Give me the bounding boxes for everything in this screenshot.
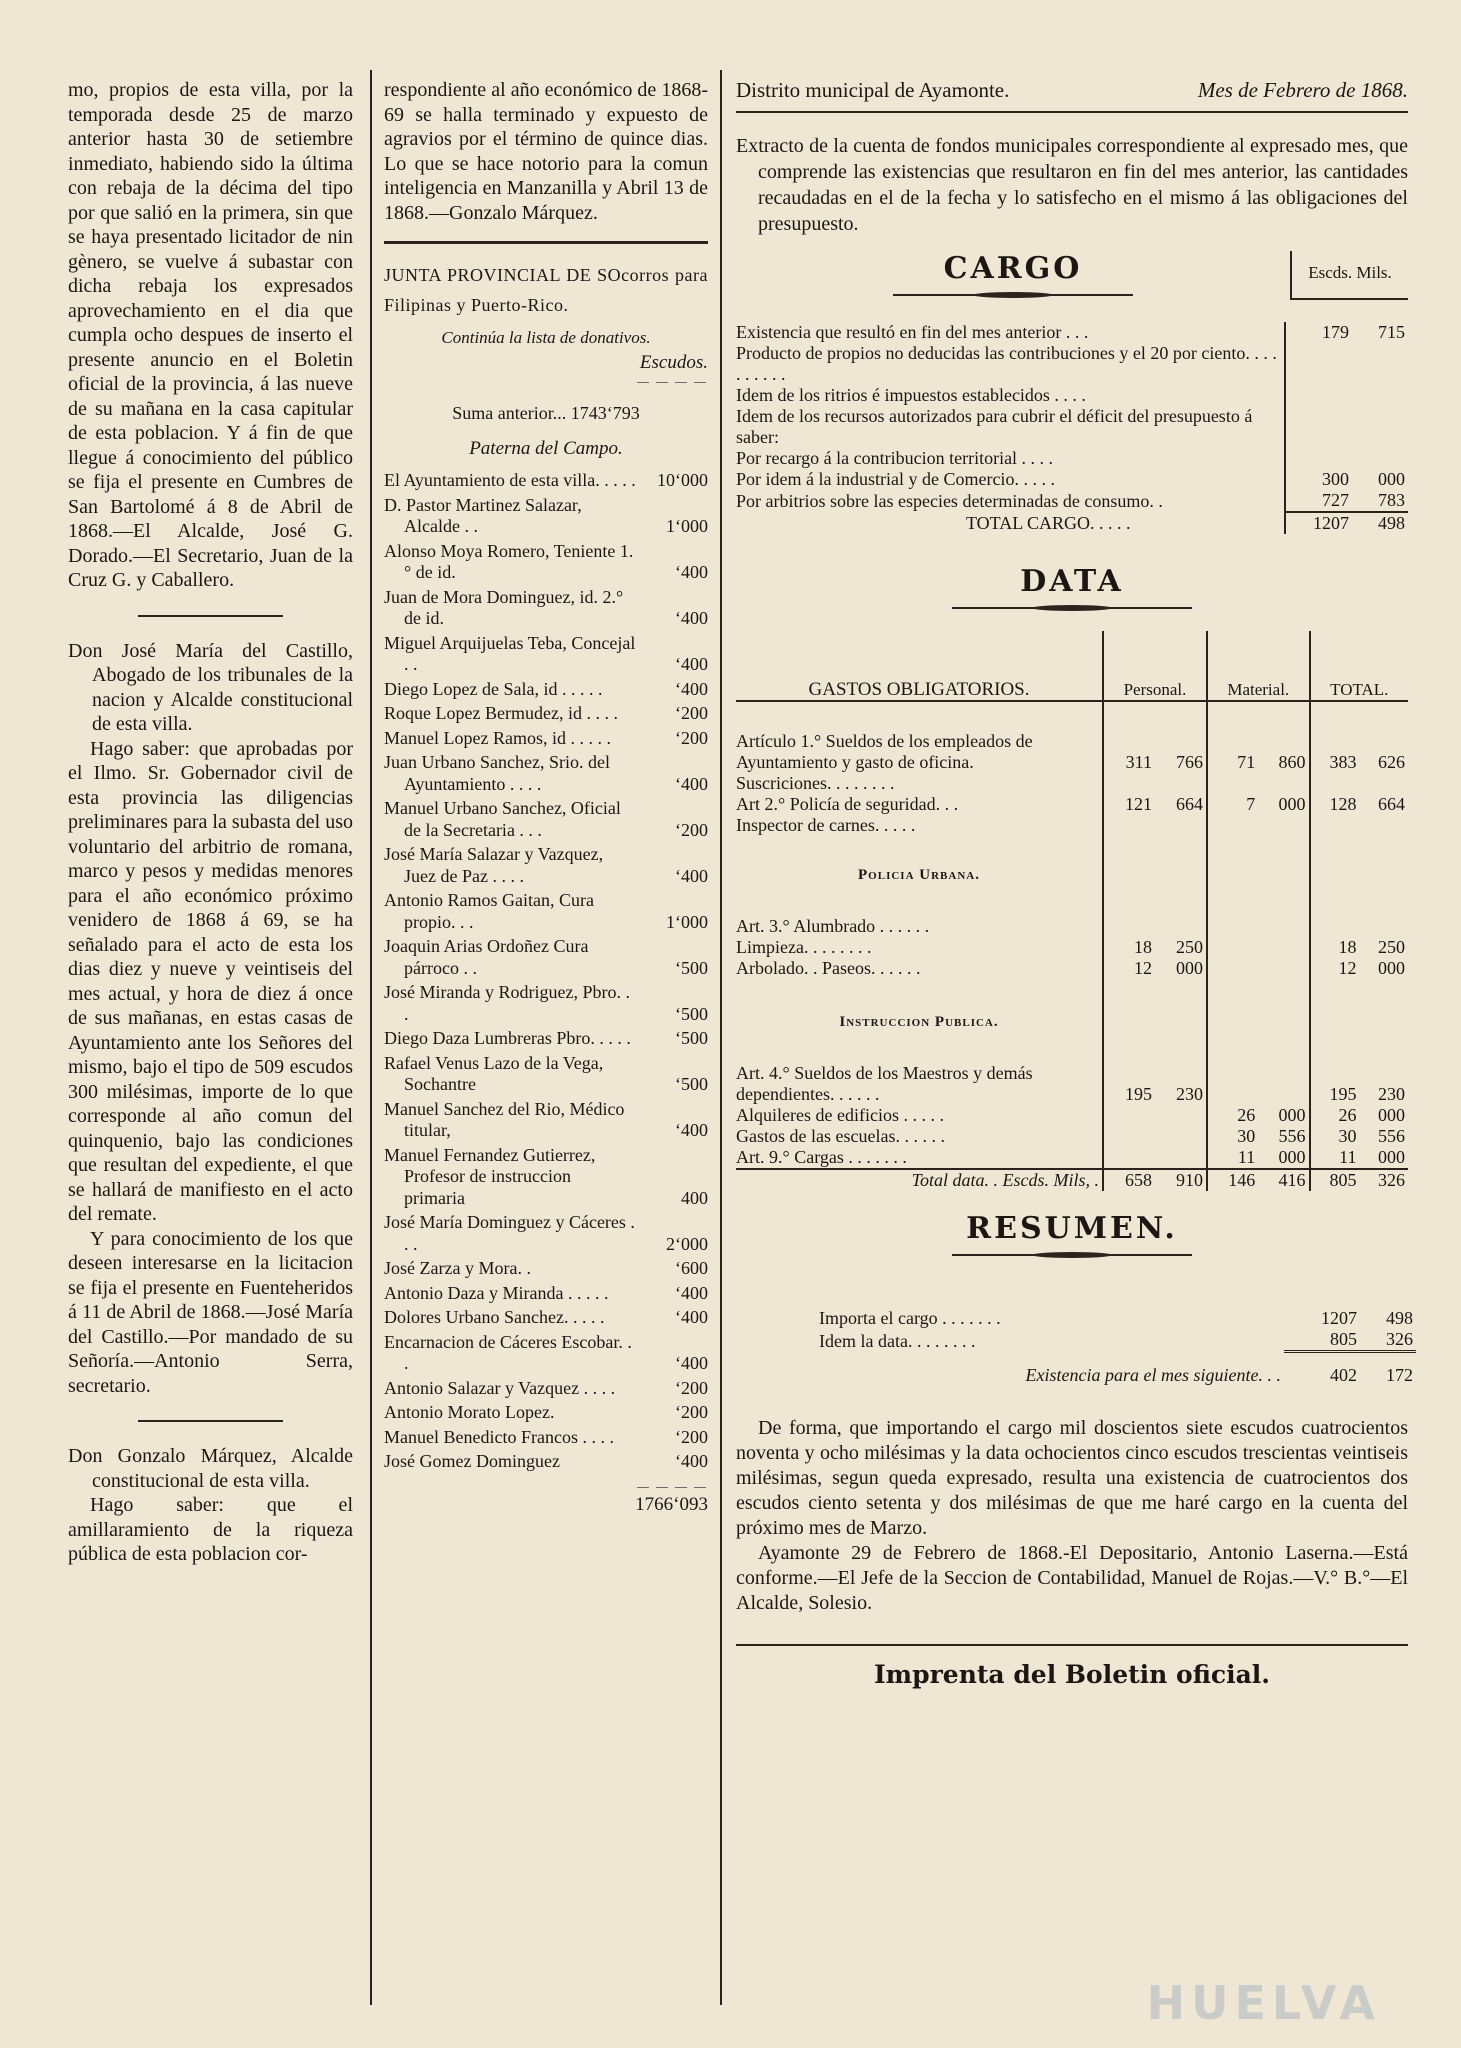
expense-pe — [1103, 1147, 1155, 1169]
donor-name: José María Salazar y Vazquez, Juez de Paz . . . . — [384, 844, 604, 886]
donor-name: D. Pastor Martinez Salazar, Alcalde . . — [384, 494, 582, 536]
donor-name: Antonio Morato Lopez. — [384, 1402, 555, 1422]
expense-row — [736, 1063, 1408, 1105]
expense-te: 11 — [1310, 1147, 1360, 1169]
expense-te: 383 — [1310, 731, 1360, 773]
cargo-escudos: 300 — [1285, 469, 1352, 490]
expense-pe — [1103, 773, 1155, 794]
cargo-row — [736, 343, 1408, 385]
cargo-label: Por recargo á la contribucion territorial . . . . — [736, 448, 1054, 468]
resumen-label: Idem la data. . . . . . . . — [819, 1330, 976, 1351]
signature-text: Ayamonte 29 de Febrero de 1868.-El Depositario, Antonio Laserna.—Está conforme.—El Jefe de la Seccion de Contabilidad, Manuel de Rojas.—V.° B.°—El Alcalde, Solesio. — [736, 1542, 1408, 1614]
expense-tm: 230 — [1378, 1084, 1405, 1104]
expense-pm — [1155, 1105, 1207, 1126]
donor-name: Rafael Venus Lazo de la Vega, Sochantre — [384, 1052, 604, 1094]
donor-name: Miguel Arquijuelas Teba, Concejal . . — [384, 632, 636, 674]
total-data-te: 805 — [1310, 1169, 1360, 1191]
cargo-escudos: 179 — [1285, 322, 1352, 343]
expense-row — [736, 731, 1408, 773]
existencia-label: Existencia para el mes siguiente. . . — [1025, 1365, 1281, 1385]
donor-row — [384, 1451, 708, 1473]
donor-row — [384, 633, 708, 676]
expense-tm: 626 — [1378, 752, 1405, 772]
cargo-row — [736, 490, 1408, 512]
personal-col-header: Personal. — [1103, 631, 1207, 701]
cargo-columns-label: Escds. Mils. — [1290, 251, 1408, 300]
total-col-header: TOTAL. — [1310, 631, 1408, 701]
expense-te: 195 — [1310, 1063, 1360, 1105]
expense-label: Inspector de carnes. . . . . — [736, 815, 916, 835]
separator — [736, 1644, 1408, 1646]
expense-row — [736, 1147, 1408, 1169]
cargo-label: Por idem á la industrial y de Comercio. . . . . — [736, 469, 1055, 489]
donor-amount: ‘200 — [675, 1426, 708, 1447]
expense-tm — [1359, 815, 1408, 836]
expense-pm: 000 — [1175, 958, 1203, 978]
expense-pe: 12 — [1103, 958, 1155, 979]
expense-tm: 556 — [1378, 1126, 1405, 1146]
expense-label: Limpieza. . . . . . . . — [736, 937, 872, 957]
imprenta-footer: Imprenta del Boletin oficial. — [873, 1660, 1271, 1689]
cargo-label: Idem de los ritrios é impuestos establecidos . . . . — [736, 385, 1086, 405]
extract-intro: Extracto de la cuenta de fondos municipales correspondiente al expresado mes, que comprende las existencias que resultaron en fin del mes anterior, las cantidades recaudadas en el de la fecha y lo satisfecho en el mismo á las obligaciones del presupuesto. — [736, 135, 1408, 235]
cargo-escudos — [1285, 385, 1352, 406]
donor-row — [384, 728, 708, 750]
donor-amount: ‘400 — [675, 562, 708, 582]
resumen-row — [816, 1329, 1416, 1352]
huelva-stamp-watermark: HUELVA — [1146, 1976, 1381, 2030]
donor-name: Juan Urbano Sanchez, Srio. del Ayuntamiento . . . . — [384, 752, 610, 794]
district-name: Distrito municipal de Ayamonte. — [736, 78, 1010, 102]
total-data-tm: 326 — [1359, 1169, 1408, 1191]
cargo-escudos — [1285, 343, 1352, 385]
donor-amount: 10‘000 — [657, 470, 708, 490]
donor-amount: ‘600 — [675, 1258, 708, 1278]
separator — [138, 615, 283, 617]
donor-name: José Miranda y Rodriguez, Pbro. . . — [384, 982, 630, 1024]
cargo-total-escudos: 1207 — [1285, 512, 1352, 534]
expense-pm — [1155, 815, 1207, 836]
cargo-row — [736, 448, 1408, 469]
cargo-title: CARGO — [943, 251, 1083, 286]
existencia-mils: 172 — [1360, 1352, 1416, 1387]
donor-amount: ‘400 — [675, 773, 708, 794]
expense-me — [1207, 916, 1258, 937]
cargo-escudos: 727 — [1285, 490, 1352, 512]
donor-amount: ‘500 — [675, 1003, 708, 1024]
donor-amount: ‘400 — [675, 1120, 708, 1140]
cargo-label: Producto de propios no deducidas las contribuciones y el 20 por ciento. . . . . . . . . . — [736, 343, 1277, 384]
expense-pm: 230 — [1175, 1084, 1203, 1104]
donor-name: Manuel Urbano Sanchez, Oficial de la Secretaria . . . — [384, 798, 621, 840]
resumen-table — [816, 1308, 1416, 1386]
cargo-label: Existencia que resultó en fin del mes anterior . . . — [736, 322, 1089, 342]
expense-row — [736, 937, 1408, 958]
fuenteheridos-closing: Y para conocimiento de los que deseen interesarse en la licitacion se fija el presente en Fuenteheridos á 11 de Abril de 1868.—José María del Castillo.—Por mandado de su Señoría.—Antonio Serra, secretario. — [68, 1227, 353, 1397]
expense-mm: 000 — [1278, 1147, 1306, 1167]
continua-label: Continúa la lista de donativos. — [441, 328, 651, 347]
donor-name: Manuel Benedicto Francos . . . . — [384, 1426, 614, 1447]
donor-name: Juan de Mora Dominguez, id. 2.° de id. — [384, 586, 624, 628]
cargo-escudos — [1285, 448, 1352, 469]
donations-total: 1766‘093 — [635, 1493, 708, 1515]
expense-me: 7 — [1207, 794, 1258, 815]
donor-amount: ‘500 — [675, 957, 708, 978]
expense-label: Gastos de las escuelas. . . . . . — [736, 1126, 945, 1146]
manzanilla-notice-end: respondiente al año económico de 1868-69 se halla terminado y expuesto de agravios por el término de quince dias. Lo que se hace notorio para la comun inteligencia en Manzanilla y Abril 13 de 1868.—Gonzalo Márquez. — [384, 79, 708, 224]
column-1 — [68, 78, 353, 1567]
cargo-mils: 715 — [1378, 322, 1405, 342]
expense-pe: 311 — [1103, 731, 1155, 773]
donor-row — [384, 703, 708, 725]
total-data-me: 146 — [1207, 1169, 1258, 1191]
expense-label: Arbolado. . Paseos. . . . . . — [736, 958, 921, 978]
donor-amount: ‘500 — [675, 1028, 708, 1048]
resumen-escudos: 805 — [1330, 1329, 1357, 1349]
expense-me — [1207, 958, 1258, 979]
donor-name: Manuel Sanchez del Rio, Médico titular, — [384, 1098, 625, 1140]
expense-me: 11 — [1207, 1147, 1258, 1169]
junta-heading: JUNTA PROVINCIAL DE SOcorros para Filipinas y Puerto-Rico. — [384, 265, 708, 315]
cargo-mils: 000 — [1378, 469, 1405, 489]
donor-row — [384, 1427, 708, 1449]
donor-amount: 400 — [681, 1187, 708, 1208]
expense-label: Alquileres de edificios . . . . . — [736, 1105, 944, 1125]
total-data-pe: 658 — [1103, 1169, 1155, 1191]
donor-row — [384, 844, 708, 887]
data-table — [736, 631, 1408, 1191]
cargo-row — [736, 385, 1408, 406]
donor-name: Roque Lopez Bermudez, id . . . . — [384, 703, 618, 723]
expense-pm — [1155, 916, 1207, 937]
expense-row — [736, 815, 1408, 836]
expense-pm — [1155, 1126, 1207, 1147]
cargo-total-label: TOTAL CARGO. . . . . — [966, 513, 1131, 533]
donor-row — [384, 1307, 708, 1329]
expense-label: Art 2.° Policía de seguridad. . . — [736, 794, 959, 814]
expense-me — [1207, 1063, 1258, 1105]
donor-name: Antonio Salazar y Vazquez . . . . — [384, 1377, 616, 1398]
expense-mm — [1258, 773, 1309, 794]
ornament-rule — [893, 290, 1133, 300]
expense-me: 30 — [1207, 1126, 1258, 1147]
cargo-mils: 783 — [1378, 490, 1405, 510]
expense-label: Artículo 1.° Sueldos de los empleados de Ayuntamiento y gasto de oficina. — [736, 731, 1033, 772]
suma-anterior: Suma anterior... 1743‘793 — [452, 403, 640, 423]
expense-pe: 18 — [1103, 937, 1155, 958]
donor-amount: 2‘000 — [666, 1233, 708, 1254]
expense-te: 30 — [1310, 1126, 1360, 1147]
resumen-escudos: 1207 — [1321, 1308, 1357, 1328]
expense-mm: 000 — [1278, 794, 1306, 814]
column-3 — [736, 78, 1413, 1689]
expense-pe — [1103, 916, 1155, 937]
expense-label: Art. 3.° Alumbrado . . . . . . — [736, 916, 930, 936]
cargo-table — [736, 322, 1408, 534]
expense-row — [736, 1105, 1408, 1126]
resumen-mils: 326 — [1386, 1329, 1413, 1349]
expense-pm: 664 — [1175, 794, 1203, 814]
expense-tm: 000 — [1378, 1147, 1405, 1167]
expense-te — [1310, 773, 1360, 794]
donor-row — [384, 1402, 708, 1424]
resumen-row — [816, 1308, 1416, 1329]
expense-me: 26 — [1207, 1105, 1258, 1126]
donor-row — [384, 982, 708, 1025]
donor-row — [384, 541, 708, 584]
column-rule-1 — [370, 70, 372, 2005]
donor-row — [384, 890, 708, 933]
expense-mm: 860 — [1278, 752, 1306, 772]
donor-name: Antonio Ramos Gaitan, Cura propio. . . — [384, 890, 594, 932]
expense-tm — [1359, 916, 1408, 937]
donor-row — [384, 936, 708, 979]
separator — [138, 1420, 283, 1422]
cargo-label: Por arbitrios sobre las especies determinadas de consumo. . — [736, 491, 1163, 511]
donor-row — [384, 1258, 708, 1280]
data-title: DATA — [1020, 564, 1124, 599]
expense-te: 18 — [1310, 937, 1360, 958]
rule-dashes: — — — — — [637, 1478, 708, 1493]
donor-row — [384, 1332, 708, 1375]
resumen-mils: 498 — [1386, 1308, 1413, 1328]
donor-name: Alonso Moya Romero, Teniente 1.° de id. — [384, 540, 634, 582]
fuenteheridos-notice: Hago saber: que aprobadas por el Ilmo. Sr. Gobernador civil de esta provincia las diligencias preliminares para la subasta del uso voluntario del arbitrio de romana, marco y pesos y medidas menores para el año económico próximo venidero de 1868 á 69, se ha señalado para el acto de esta los dias diez y nueve y veintiseis del mes actual, y hora de diez á once de sus mañanas, en estas casas de Ayuntamiento ante los Señores del mismo, bajo el tipo de 509 escudos 300 milésimas, importe de lo que corresponde al año comun del quinquenio, bajo las condiciones que resultan del expediente, el que se hallará de manifiesto en el acto del remate. — [68, 737, 353, 1225]
donor-row — [384, 679, 708, 701]
donor-name: Dolores Urbano Sanchez. . . . . — [384, 1307, 605, 1327]
cargo-header — [736, 251, 1408, 300]
cargo-total-mils: 498 — [1352, 512, 1408, 534]
expense-te: 26 — [1310, 1105, 1360, 1126]
rule-dashes: — — — — — [637, 374, 708, 388]
cargo-label: Idem de los recursos autorizados para cubrir el déficit del presupuesto á saber: — [736, 406, 1253, 447]
expense-me — [1207, 937, 1258, 958]
cargo-escudos — [1285, 406, 1352, 448]
resumen-title: RESUMEN. — [966, 1211, 1178, 1246]
donor-amount: ‘200 — [675, 703, 708, 723]
expense-me — [1207, 815, 1258, 836]
cargo-mils — [1352, 406, 1408, 448]
material-col-header: Material. — [1207, 631, 1310, 701]
expense-mm — [1258, 958, 1309, 979]
gastos-header: GASTOS OBLIGATORIOS. — [808, 679, 1030, 700]
donor-amount: ‘400 — [675, 1353, 708, 1373]
donor-row — [384, 1212, 708, 1255]
ornament-rule — [952, 1250, 1192, 1260]
donor-row — [384, 1283, 708, 1305]
instruccion-heading: Instruccion Publica. — [839, 1014, 999, 1030]
expense-pe — [1103, 815, 1155, 836]
donor-row — [384, 587, 708, 630]
expense-tm — [1359, 773, 1408, 794]
donor-name: José Zarza y Mora. . — [384, 1258, 531, 1278]
expense-mm — [1258, 815, 1309, 836]
expense-pe — [1103, 1105, 1155, 1126]
expense-row — [736, 794, 1408, 815]
donor-name: Manuel Fernandez Gutierrez, Profesor de instruccion primaria — [384, 1144, 596, 1208]
cargo-mils — [1352, 343, 1408, 385]
expense-pm: 766 — [1175, 752, 1203, 772]
donor-row — [384, 1028, 708, 1050]
donor-name: El Ayuntamiento de esta villa. . . . . — [384, 470, 636, 490]
donor-list — [384, 470, 708, 1473]
donor-amount: ‘200 — [675, 819, 708, 840]
donor-amount: ‘200 — [675, 1402, 708, 1422]
donor-name: Diego Daza Lumbreras Pbro. . . . . — [384, 1028, 631, 1048]
donor-row — [384, 1053, 708, 1096]
marquez-heading: Don Gonzalo Márquez, Alcalde constitucional de esta villa. — [68, 1445, 353, 1492]
expense-row — [736, 916, 1408, 937]
donor-amount: 1‘000 — [666, 911, 708, 932]
expense-mm — [1258, 916, 1309, 937]
donor-amount: ‘400 — [675, 678, 708, 699]
expense-te — [1310, 815, 1360, 836]
cumbres-notice: mo, propios de esta villa, por la temporada desde 25 de marzo anterior hasta 30 de setiembre inmediato, habiendo sido la última con rebaja de la décima del tipo por que salió en la primera, sin que se haya presentado licitador de nin gènero, se vuelve á subastar con dicha rebaja los expresados aprovechamiento en el dia que cumpla ocho despues de inserto el presente anuncio en el Boletin oficial de la provincia, á las nueve de su mañana en la casa capitular de esta poblacion. Y á fin de que llegue á conocimiento del público se fija el presente en Cumbres de San Bartolomé á 8 de Abril de 1868.—El Alcalde, José G. Dorado.—El Secretario, Juan de la Cruz G. y Caballero. — [68, 79, 353, 591]
expense-te — [1310, 916, 1360, 937]
expense-tm: 000 — [1378, 1105, 1405, 1125]
donor-amount: ‘400 — [675, 608, 708, 628]
month-label: Mes de Febrero de 1868. — [1197, 78, 1408, 102]
castillo-heading: Don José María del Castillo, Abogado de los tribunales de la nacion y Alcalde constitucional de esta villa. — [68, 639, 353, 735]
donor-name: Diego Lopez de Sala, id . . . . . — [384, 678, 603, 699]
total-data-label: Total data. . Escds. Mils, . — [911, 1170, 1099, 1190]
expense-pm — [1155, 1147, 1207, 1169]
paterna-heading: Paterna del Campo. — [469, 438, 623, 459]
donor-name: Joaquin Arias Ordoñez Cura párroco . . — [384, 936, 589, 978]
cargo-mils — [1352, 385, 1408, 406]
expense-row — [736, 1126, 1408, 1147]
donor-amount: 1‘000 — [666, 516, 708, 536]
donor-row — [384, 798, 708, 841]
column-rule-2 — [720, 70, 722, 2005]
donor-row — [384, 752, 708, 795]
resumen-label: Importa el cargo . . . . . . . — [819, 1308, 1001, 1328]
donor-row — [384, 1099, 708, 1142]
donor-name: Antonio Daza y Miranda . . . . . — [384, 1282, 609, 1303]
summary-text: De forma, que importando el cargo mil doscientos siete escudos cuatrocientos noventa y ocho milésimas y la data ochocientos cinco escudos trescientas veintiseis milésimas, segun queda expresado, resulta una existencia de cuatrocientos dos escudos ciento setenta y dos milésimas de que me haré cargo en la cuenta del próximo mes de Marzo. — [736, 1417, 1408, 1539]
district-header — [736, 78, 1408, 113]
expense-tm: 664 — [1378, 794, 1405, 814]
expense-pe: 121 — [1103, 794, 1155, 815]
expense-te: 12 — [1310, 958, 1360, 979]
expense-tm: 250 — [1378, 937, 1405, 957]
donor-amount: ‘500 — [675, 1074, 708, 1094]
donor-amount: ‘200 — [675, 1377, 708, 1398]
escudos-label: Escudos. — [639, 352, 708, 373]
expense-mm — [1258, 937, 1309, 958]
total-data-pm: 910 — [1155, 1169, 1207, 1191]
donor-row — [384, 1145, 708, 1210]
donor-row — [384, 1378, 708, 1400]
donor-name: José María Dominguez y Cáceres . . . — [384, 1212, 635, 1254]
cargo-row — [736, 469, 1408, 490]
expense-mm — [1258, 1063, 1309, 1105]
expense-pe — [1103, 1126, 1155, 1147]
expense-mm: 000 — [1278, 1105, 1306, 1125]
donor-name: Manuel Lopez Ramos, id . . . . . — [384, 727, 611, 748]
expense-label: Suscriciones. . . . . . . . — [736, 773, 895, 793]
column-2 — [384, 78, 708, 1516]
donor-row — [384, 470, 708, 492]
donor-amount: ‘200 — [675, 727, 708, 748]
manzanilla-notice-start: Hago saber: que el amillaramiento de la riqueza pública de esta poblacion cor- — [68, 1494, 353, 1565]
expense-tm: 000 — [1378, 958, 1405, 978]
donor-amount: ‘400 — [675, 654, 708, 674]
donor-name: José Gomez Dominguez — [384, 1451, 560, 1471]
donor-amount: ‘400 — [675, 1451, 708, 1471]
donor-amount: ‘400 — [675, 1282, 708, 1303]
expense-row — [736, 773, 1408, 794]
expense-pe: 195 — [1103, 1063, 1155, 1105]
expense-row — [736, 958, 1408, 979]
donor-amount: ‘400 — [675, 1307, 708, 1327]
donor-amount: ‘400 — [675, 865, 708, 886]
cargo-mils — [1352, 448, 1408, 469]
ornament-rule — [952, 603, 1192, 613]
total-data-mm: 416 — [1258, 1169, 1309, 1191]
existencia-escudos: 402 — [1284, 1352, 1360, 1387]
expense-label: Art. 9.° Cargas . . . . . . . — [736, 1147, 907, 1167]
donor-row — [384, 495, 708, 538]
expense-te: 128 — [1310, 794, 1360, 815]
cargo-row — [736, 322, 1408, 343]
expense-pm — [1155, 773, 1207, 794]
expense-pm: 250 — [1175, 937, 1203, 957]
donor-name: Encarnacion de Cáceres Escobar. . . — [384, 1331, 632, 1373]
expense-me — [1207, 773, 1258, 794]
policia-heading: Policia Urbana. — [858, 867, 980, 883]
separator-thick — [384, 241, 708, 244]
expense-mm: 556 — [1278, 1126, 1306, 1146]
cargo-row — [736, 406, 1408, 448]
expense-me: 71 — [1207, 731, 1258, 773]
expense-label: Art. 4.° Sueldos de los Maestros y demás dependientes. . . . . . — [736, 1063, 1033, 1104]
